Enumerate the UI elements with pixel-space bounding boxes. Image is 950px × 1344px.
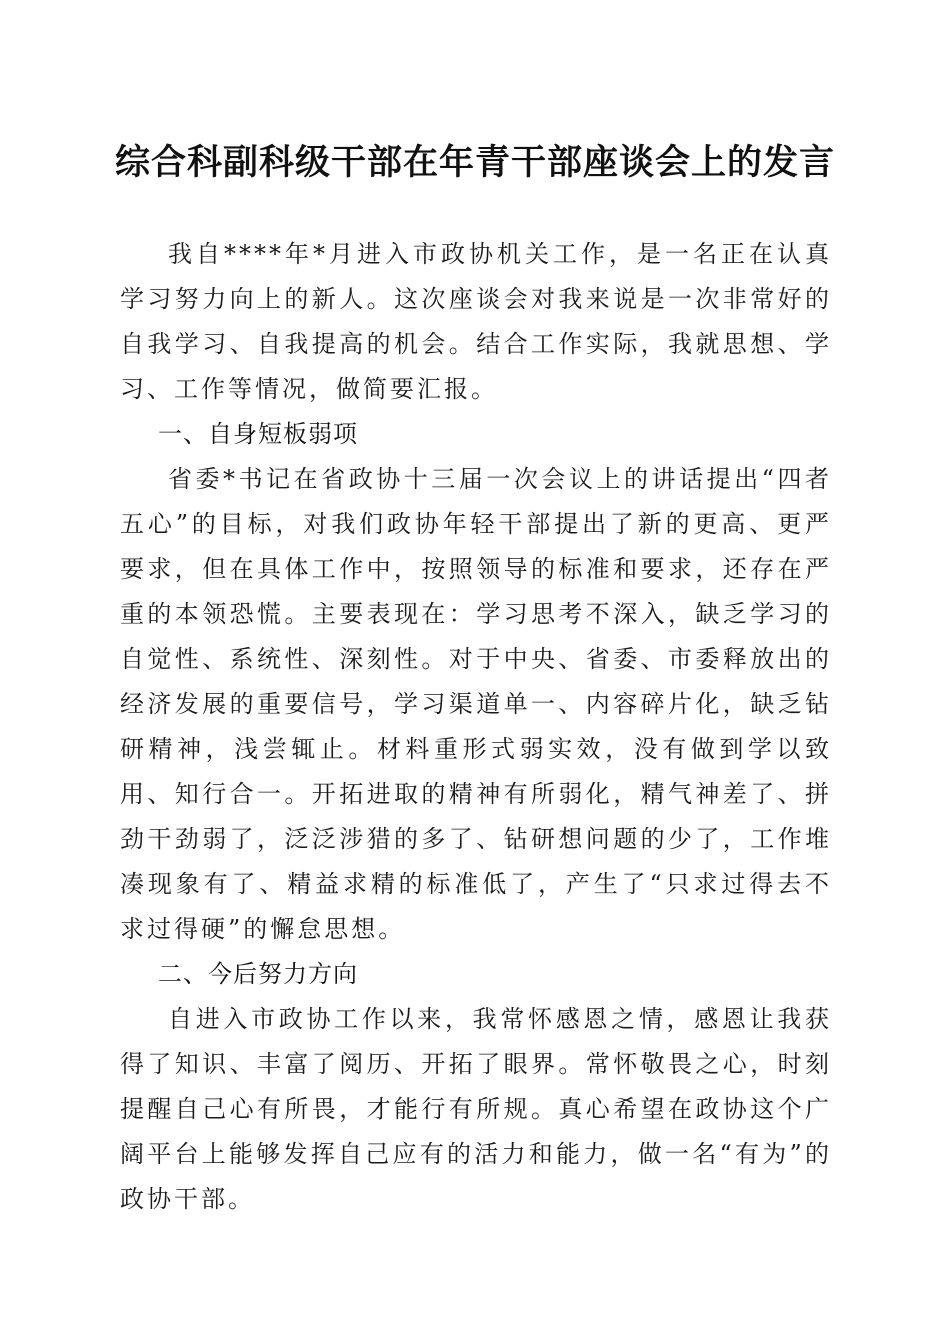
document-body bbox=[120, 232, 832, 1222]
section-heading-1: 一、自身短板弱项 bbox=[158, 420, 358, 448]
section-paragraph-2: 自进入市政协工作以来，我常怀感恩之情，感恩让我获得了知识、丰富了阅历、开拓了眼界。常怀敬畏之心，时刻提醒自己心有所畏，才能行有所规。真心希望在政协这个广阔平台上能够发挥自己应有的活力和能力，做一名“有为”的政协干部。 bbox=[120, 1005, 832, 1213]
section-heading-2: 二、今后努力方向 bbox=[158, 960, 358, 988]
document-title: 综合科副科级干部在年青干部座谈会上的发言 bbox=[114, 142, 835, 183]
intro-paragraph: 我自****年*月进入市政协机关工作，是一名正在认真学习努力向上的新人。这次座谈会对我来说是一次非常好的自我学习、自我提高的机会。结合工作实际，我就思想、学习、工作等情况，做简要汇报。 bbox=[120, 240, 832, 403]
section-paragraph-1: 省委*书记在省政协十三届一次会议上的讲话提出“四者五心”的目标，对我们政协年轻干部提出了新的更高、更严要求，但在具体工作中，按照领导的标准和要求，还存在严重的本领恐慌。主要表现在：学习思考不深入，缺乏学习的自觉性、系统性、深刻性。对于中央、省委、市委释放出的经济发展的重要信号，学习渠道单一、内容碎片化，缺乏钻研精神，浅尝辄止。材料重形式弱实效，没有做到学以致用、知行合一。开拓进取的精神有所弱化，精气神差了、拼劲干劲弱了，泛泛涉猎的多了、钻研想问题的少了，工作堆凑现象有了、精益求精的标准低了，产生了“只求过得去不求过得硬”的懈怠思想。 bbox=[120, 465, 832, 943]
